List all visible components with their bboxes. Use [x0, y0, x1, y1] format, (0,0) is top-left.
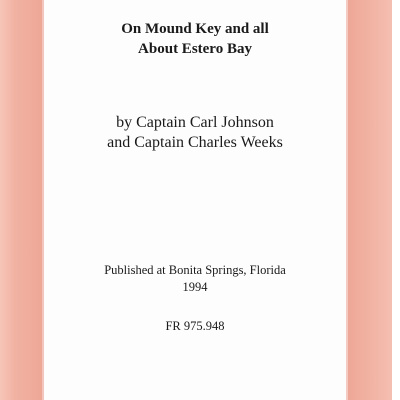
title-page [44, 0, 346, 400]
publication-place: Published at Bonita Springs, Florida [104, 263, 286, 277]
title-line-2: About Estero Bay [138, 41, 252, 57]
title-line-1: On Mound Key and all [121, 21, 269, 37]
call-number: FR 975.948 [165, 319, 225, 333]
author-line-1: by Captain Carl Johnson [116, 114, 274, 131]
author-line-2: and Captain Charles Weeks [107, 134, 283, 151]
left-pink-border [0, 0, 42, 400]
right-white-margin [392, 0, 400, 400]
publication-year: 1994 [182, 280, 208, 294]
